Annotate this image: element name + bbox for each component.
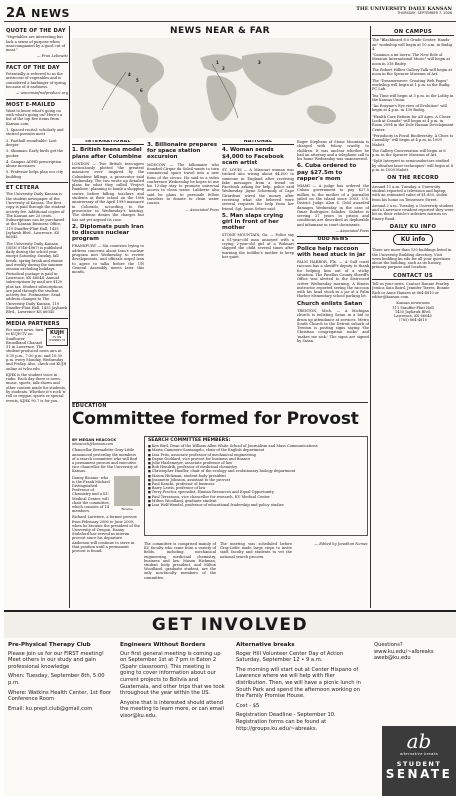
fact-source: — wisconsinfredproduce.org: [15, 91, 68, 96]
most-emailed-title: MOST E-MAILED: [6, 101, 56, 108]
most-emailed-intro: Want to know what's going on with what's going on? Here's a list of the top five items from Kansan.com:: [6, 108, 63, 126]
photo-caption: Bicaine: [121, 507, 133, 512]
column-divider: [69, 26, 70, 608]
event-item: Tea Time will begin at 3 p.m. in the Lobby in the Kansas Union.: [372, 93, 454, 102]
section-name: NEWS: [31, 7, 70, 20]
member-item: ■ Jeannette Johnson, assistant to the provost: [148, 478, 364, 482]
gi-column-ewb: [120, 642, 225, 723]
member-item: ■ Ken Bird, Dean of the William Allen White School of Journalism and Mass Communications: [148, 444, 364, 448]
event-item: The "Blackboard 8.0 Grade Center: Hands-on" workshop will begin at 10 a.m. in Budig 4.: [372, 38, 452, 51]
story-headline[interactable]: 6. Cuba ordered to pay $27.5m to rapper's mom: [297, 163, 357, 182]
story-paragraph: The committee is comprised mainly of KU faculty who come from a variety of fields, including mechanical engineering, medicinal chemistry, business and law. Mason Hickman, student body president, and Milton Woodland, graduate student, are the only non-faculty members of the committee.: [144, 542, 216, 580]
media-partners-title: MEDIA PARTNERS: [6, 320, 60, 327]
event-item: The "Dreamweaver: Creating Web Pages" workshop will begin at 1 p.m. in the Budig PC Lab.: [372, 78, 450, 92]
story-headline[interactable]: Committee formed for Provost: [72, 409, 359, 429]
member-item: ■ Barry Lewis, professor of law: [148, 486, 364, 490]
story-body: STONE MOUNTAIN, Ga. — Police say a 61-year-old man annoyed with a crying 2-year-old girl at a Walmart slapped the child several times after warning the toddler's mother to keep her quiet.: [222, 233, 294, 259]
most-emailed-item[interactable]: 5. Professor helps plan eco city building: [6, 170, 64, 179]
gi-paragraph: Where: Watkins Health Center, 1st floor Conference Room: [8, 689, 112, 703]
story-body: LONDON — Two British teen-agers meticulously plotted 'the greatest massacre ever' inspired by the Columbine killings, a prosecutor said Wednesday. The two wrote up detailed plans for what they called 'Project Rainbow,' planning to bomb a shopping centre before killing teachers and students at their school on the 10th anniversary of the April 1999 massacre in Colorado, according to the prosecutor in Wednesday's hearing. The defense denies the charges but has not yet argued its case.: [72, 161, 144, 222]
gi-link[interactable]: Questions? www.ku.edu/~albreaks aweb@ku.edu: [374, 642, 434, 662]
member-list: [148, 444, 364, 507]
member-item: ■ Paul Kanchi, professor of business: [148, 482, 364, 486]
page-number: [6, 6, 70, 21]
quote-text: "Vegetables are interesting but lack a sense of purpose when unaccompanied by a good cut of meat.": [6, 35, 66, 53]
masthead: [356, 7, 452, 15]
event-item: "Health Care Reform for All Ages: A Closer Look at Canada" will begin at 4 p.m. in Room 2094 in the Dole Human Development Center.: [372, 114, 454, 132]
search-committee-title: SEARCH COMMITTEE MEMBERS:: [148, 438, 231, 443]
gi-paragraph: The morning will start out at Center Hispano of Lawrence where we will help with flier distribution. Then, we will have a picnic lunch in South Park and spend the afternoon working on the Family Promise House.: [236, 666, 361, 700]
alternative-breaks-logo: ab: [406, 729, 432, 753]
event-item: The Gallery Conversation will begin at 6 p.m. in the Spencer Museum of Art.: [372, 148, 446, 158]
divider: [6, 182, 68, 183]
most-emailed-item[interactable]: 3. Shinman: Early birds get the goober: [6, 149, 64, 158]
story-paragraph: Danny Bicaine, who is the Frank Michael Distinguished Professor of Chemistry and a KU Medical Center, will chair the committee, which consists of 14 members.: [72, 475, 110, 514]
story-headline[interactable]: 2. Diplomats push Iran to discuss nuclear program: [72, 223, 144, 243]
story-body: TRENTON, Mich. — A Michigan church is enlisting Satan in a bid to drum up attendance at services. Metro South Church in the Detroit suburb of Trenton is posting signs saying 'the Christian congregation sucks' and 'makes me sick.' The signs are signed by Satan.: [297, 308, 369, 344]
daily-ku-info-title: DAILY KU INFO: [372, 225, 454, 231]
event-item: The Robert Hillier Gallery Talk will begin at noon in the Spencer Museum of Art.: [372, 68, 452, 77]
member-item: ■ Lisa Friis, associate professor of mechanical engineering: [148, 453, 364, 457]
newspaper-page: [4, 4, 456, 796]
section-label: EDUCATION: [72, 402, 368, 409]
story-headline[interactable]: 1. British teens model plans after Columbine: [72, 147, 142, 160]
member-item: ■ Marta Caminero-Santangelo, chair of the English department: [148, 448, 364, 452]
divider: [6, 99, 68, 100]
member-item: ■ Christopher Haufler, chair of the ecology and evolutionary biology department: [148, 469, 364, 473]
gi-heading: Pre-Physical Therapy Club: [8, 642, 91, 648]
gi-paragraph: Roger Hill Volunteer Center Day of Action Saturday, September 12 • 9 a.m.: [236, 650, 344, 664]
provost-body: [72, 436, 140, 606]
kujh-logo: [46, 328, 68, 346]
story-paragraph: Richard Lariviere, a former provost from February 2006 to June 2009, when he became the president of the University of Oregon. Danny Stuleford has served as interim provost since his departure. Anderson will continue to serve in that position until a permanent provost is found.: [72, 515, 140, 554]
member-item: ■ Julie Hazlemeyer, associate professor of law: [148, 461, 364, 465]
gi-heading: Engineers Without Borders: [120, 642, 206, 648]
divider: [6, 318, 68, 319]
kjhk-text: KJHK is the student voice in radio. Each day there is news, music, sports, talk shows and other content made for students, by students. Whether it's rock 'n' roll or reggae, sports or special events, KJHK 90.7 is for you.: [6, 372, 67, 403]
odd-news: [297, 236, 369, 343]
story-paragraph: The meeting was scheduled before Gray-Little made large steps to invite staff, faculty and students to vet the national search process.: [220, 542, 292, 559]
gi-paragraph: When: Tuesday, September 8th, 5:00 p.m.: [8, 673, 105, 686]
contact-text: Tell us your news. Contact Ronnie Pearley, Jessica Sain Baird, Jennifer Torres, Bonnie Rich or Anne Hansen at 864-4810 or editor@kansan.com.: [372, 282, 450, 299]
map-marker-3: 3: [258, 60, 261, 65]
page-header: [4, 4, 456, 22]
national-label: NATIONAL: [222, 140, 294, 145]
provost-columns: [144, 542, 368, 606]
gi-paragraph: Cost - $5: [236, 702, 260, 709]
most-emailed-item[interactable]: 4. Campus ADHD prescription abuse increases: [6, 159, 62, 169]
gi-column-questions: [374, 642, 452, 665]
odd-news-label: ODD NEWS: [297, 238, 369, 243]
page-number-text: 2A: [6, 6, 27, 21]
story-paragraph: Chancellor Bernadette Gray-Little announced yesterday the members of a search committee who will find a permanent provost and executive vice chancellor for the University of Kansas.: [72, 448, 138, 474]
search-committee-box: [144, 436, 368, 536]
story-credit: — Associated Press: [335, 229, 369, 234]
story-headline[interactable]: Church enlists Satan: [297, 300, 363, 307]
right-sidebar: [372, 26, 454, 606]
gi-column-pre-pt: [8, 642, 113, 715]
fact-title: FACT OF THE DAY: [6, 64, 60, 71]
kujh-logo-sub: TV ON CHANNEL 31: [48, 335, 66, 342]
quote-title: QUOTE OF THE DAY: [6, 28, 66, 34]
member-item: ■ Paul Terranova, vice chancellor for research, KU Medical Center: [148, 495, 364, 499]
news-column-2: [147, 140, 219, 390]
column-divider: [370, 26, 371, 608]
story-headline[interactable]: 4. Woman sends $4,000 to Facebook scam artist: [222, 147, 284, 166]
story-headline[interactable]: 5. Man slaps crying girl in front of her mother: [222, 212, 284, 232]
member-item: ■ Dayne Goddard, vice provost for business and finance: [148, 457, 364, 461]
quote-source: — Fran Lebowitz: [36, 54, 68, 59]
story-headline[interactable]: Police help raccoon with head stuck in jar: [297, 245, 366, 258]
map-marker-1: 1: [216, 60, 219, 65]
media-partners-text: For more news, turn to KUJH-TV on Sunflower Broadband Channel 31 in Lawrence. The student-produced news airs at 5:30 p.m., 7:30 p.m. and 10:30 p.m. every Monday, Wednesday and Friday. Also, check out KUJH online at tv.ku.edu.: [6, 327, 67, 371]
gi-heading: Alternative breaks: [236, 642, 295, 648]
contact-address: Kansan newsroom 111 Stauffer-Flint Hall 1435 Jayhawk Blvd. Lawrence, KS 66045 (785) 864-4810: [392, 301, 434, 323]
most-emailed-item[interactable]: 1. Spaced recital: scholarly and storied pursuits meet: [6, 128, 64, 137]
byline-email[interactable]: mheacock@kansan.com: [72, 442, 114, 447]
news-near-far: [72, 26, 368, 392]
divider: [6, 62, 68, 63]
story-body: FRANKFURT — Six countries trying to address concerns about Iran's nuclear program met Wednesday to review developments, and officials urged Iran to agree to talks before the UN General Assembly meets later this month.: [72, 244, 144, 275]
story-body: MIAMI — A judge has ordered the Cuban government to pay $27.5 million to the mother of a journalist jailed on the island since 2003. U.S. District Judge Alan S. Gold awarded damages Wednesday in the case of Omar Rodriguez Saludes. Saludes is serving 27 years in prison and conditions are described as deplorable and inhumane in court documents.: [297, 184, 369, 227]
story-body: PALM HARBOR, Fla. — A Gulf coast raccoon has a sheriff's deputy to thank for helping him out of a sticky situation. The Pinellas County Sheriff's Office was alerted to the distressed critter Wednesday morning. A fitness instructor reported seeing the raccoon with his head stuck in a jar at a Palm Harbor elementary school parking lot.: [297, 260, 369, 299]
story-body: Roger Stephens of Stone Mountain is charged with felony cruelty to children. It was unclear whether he had an attorney and a telephone call to his home Wednesday was unanswered.: [297, 140, 369, 162]
member-item: ■ Bob Hendrik, professor of medicinal chemistry: [148, 465, 364, 469]
on-record-title: ON THE RECORD: [372, 176, 454, 182]
story-body: MOSCOW — The billionaire who founded Cirque du Soleil wants to turn commercial space travel into a new form of the circus. He said in a video conference Wednesday he hopes to use his 12-day stay to promote universal access to clean water. Laliberte also said he plans to persuade fellow travelers to donate to clean water causes.: [147, 162, 219, 206]
member-item: ■ Mason Hickman, student body president: [148, 474, 364, 478]
headshot-photo: [114, 476, 140, 512]
et-cetera-text: The University Daily Kansan is the student newspaper of the University of Kansas. The first copy is paid through the student activity fee. Additional copies of The Kansan are 25 cents. Subscriptions can be purchased at the Kansan Business Office, 119 Stauffer-Flint Hall, 1435 Jayhawk Blvd., Lawrence, KS 66045.: [6, 192, 66, 240]
contact-title: CONTACT US: [372, 274, 454, 280]
gi-email-link[interactable]: Email: ku.prept.club@gmail.com: [8, 705, 93, 712]
gi-column-alt-breaks: [236, 642, 364, 735]
member-item: ■ Terry Proctor, specialist, Human Resources and Equal Opportunity: [148, 490, 364, 494]
event-item: "Caminos a mi tierra: The New Role of Mexican International Music" will begin at noon in 318 Bailey.: [372, 53, 450, 66]
map-marker-5: 5: [136, 78, 139, 83]
map-marker-4: 4: [128, 72, 131, 77]
international-label: INTERNATIONAL: [72, 140, 144, 145]
provost-story: [72, 402, 368, 608]
ku-info-logo: KU info: [393, 234, 433, 245]
fact-text: Potentially is referred to as the aristocrat of vegetables and is considered a harbinger of spring because of it earliness.: [6, 72, 66, 89]
story-body: ST. LOUIS — A Missouri woman was tricked into wiring about $4,000 to someone in England after receiving fake messages from a friend on Facebook asking for help, police said Wednesday. Jayne Schermuly of Cape Girardeau wired the money after receiving what she believed were several requests for help from her friend, Sgt. Jason Selzer said.: [222, 167, 294, 211]
editor-credit: — Edited by Jonathan Nemec: [314, 542, 368, 546]
on-campus-title: ON CAMPUS: [372, 30, 454, 36]
story-headline[interactable]: 3. Billionaire prepares for space station excursion: [147, 142, 218, 161]
masthead-date: THURSDAY, SEPTEMBER 7, 2006: [397, 11, 452, 15]
gi-paragraph: Anyone that is interested should attend the meeting to learn more, or can email visor@ku.edu.: [120, 699, 224, 719]
et-cetera-title: ET CETERA: [6, 185, 40, 192]
kujh-logo-text: KUJH: [50, 329, 64, 336]
byline: BY MEGAN HEACOCK: [72, 437, 117, 442]
world-map: [72, 38, 368, 138]
event-item: "An Enzyme's Eye view of Evolution" will begin at 4 p.m. in 130 Budig.: [372, 104, 447, 113]
student-senate-logo: [382, 726, 456, 796]
map-marker-6: 6: [140, 88, 143, 93]
gi-paragraph: Our first general meeting is coming up on September 1st at 7 pm in Eaton 2 (Spahr classroom). This meeting is going to cover information about our current projects to Bolivia and Guatemala, and other trips that we took throughout the year within the US.: [120, 650, 225, 697]
get-involved-section: [4, 610, 456, 796]
news-column-1: [72, 140, 144, 390]
news-column-3: [222, 140, 294, 390]
member-item: ■ Milton Woodland, graduate student: [148, 499, 364, 503]
et-cetera-text-2: The University Daily Kansan (ISSN 0746-4967) is published daily during the school year except Saturday, Sunday, fall break, spring break and exams and weekly during the summer session excluding holidays. Periodical postage is paid in Lawrence, KS 66044. Annual subscriptions by mail are $120 plus tax. Student subscriptions are paid through the student activity fee. Postmaster: Send address changes to The University Daily Kansan, 119 Stauffer-Flint Hall, 1435 Jayhawk Blvd., Lawrence KS 66045.: [6, 241, 68, 315]
news-columns: [72, 140, 368, 392]
event-item: "Periodicity in Fossil Biodiversity: A Clues to Causality" will begin at 4 p.m. in 1009 Malott.: [372, 133, 454, 147]
gi-link[interactable]: Registration Deadline - September 10. Registration forms can be found at http://groups.ku.edu/~abreaks.: [236, 712, 336, 732]
student-text: STUDENT: [396, 760, 442, 768]
senate-text: SENATE: [385, 767, 453, 781]
gi-paragraph: Please join us for our FIRST meeting! Meet others in our study and gain professional knowledge: [8, 650, 104, 670]
ku-info-text: There are more than 130 buildings listed in the University Building directory. Visit www.building.ku.edu for all your questions about the building, such as its history, primary purpose and location.: [372, 248, 452, 270]
get-involved-title: GET INVOLVED: [4, 612, 456, 638]
most-emailed-item[interactable]: 2. Football roundtable: Lost deeper: [6, 138, 57, 147]
world-map-graphic: [72, 38, 368, 138]
record-item: Around 11 a.m. Tuesday, a University student reported a television and laptop, with an estimated value of $1,850, stolen from his home on Tennessee Street.: [372, 184, 448, 202]
alternative-breaks-text: alternative breaks: [399, 752, 439, 756]
news-column-4: [297, 140, 369, 390]
news-near-far-title: NEWS NEAR & FAR: [170, 26, 270, 36]
story-credit: — Associated Press: [185, 207, 219, 212]
member-item: ■ Lisa Wolf-Wendel, professor of educational leadership and policy studies: [148, 503, 364, 507]
map-marker-2: 2: [222, 66, 225, 71]
masthead-title: THE UNIVERSITY DAILY KANSAN: [356, 6, 452, 12]
event-item: "Split Interpret in semiconductors studied by ultrafast laser techniques" will begin at 8 p.m. in 1009 Malott.: [372, 159, 454, 173]
record-item: Around 2 a.m. Tuesday, a University student and a Lawrence resident reported they were hit on their vehicle's sideview mirrors on Emery Road.: [372, 203, 454, 221]
